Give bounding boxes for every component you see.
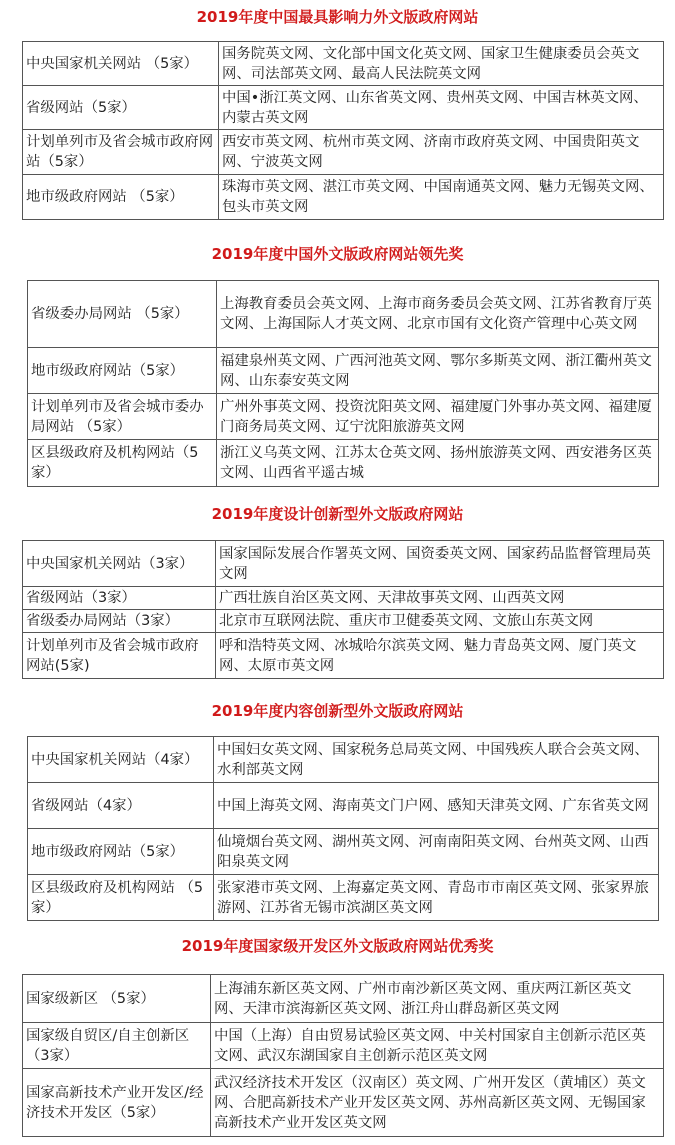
category-cell: 中央国家机关网站（4家） <box>28 737 214 783</box>
table-row <box>23 975 664 1023</box>
category-cell: 计划单列市及省会城市委办局网站 （5家） <box>28 394 217 440</box>
table-row <box>23 130 664 175</box>
table-row <box>28 829 659 875</box>
sites-cell: 国家国际发展合作署英文网、国资委英文网、国家药品监督管理局英文网 <box>216 541 664 587</box>
sites-cell: 福建泉州英文网、广西河池英文网、鄂尔多斯英文网、浙江衢州英文网、山东泰安英文网 <box>217 348 659 394</box>
table-row <box>23 587 664 610</box>
section-title-design-innovation: 2019年度设计创新型外文版政府网站 <box>211 505 464 523</box>
sites-cell: 广西壮族自治区英文网、天津故事英文网、山西英文网 <box>216 587 664 610</box>
category-cell: 地市级政府网站 （5家） <box>23 175 219 220</box>
category-cell: 省级网站（5家） <box>23 86 219 130</box>
table-row <box>23 175 664 220</box>
awards-table-design-innovation <box>22 540 664 679</box>
sites-cell: 上海浦东新区英文网、广州市南沙新区英文网、重庆两江新区英文网、天津市滨海新区英文网、浙江舟山群岛新区英文网 <box>211 975 664 1023</box>
category-cell: 省级网站（4家） <box>28 783 214 829</box>
table-row <box>28 783 659 829</box>
sites-cell: 中国•浙江英文网、山东省英文网、贵州英文网、中国吉林英文网、内蒙古英文网 <box>219 86 664 130</box>
table-row <box>28 348 659 394</box>
table-row <box>28 440 659 487</box>
category-cell: 国家高新技术产业开发区/经济技术开发区（5家） <box>23 1069 211 1137</box>
sites-cell: 珠海市英文网、湛江市英文网、中国南通英文网、魅力无锡英文网、包头市英文网 <box>219 175 664 220</box>
sites-cell: 呼和浩特英文网、冰城哈尔滨英文网、魅力青岛英文网、厦门英文网、太原市英文网 <box>216 633 664 679</box>
category-cell: 中央国家机关网站 （5家） <box>23 42 219 86</box>
section-title-leading-award: 2019年度中国外文版政府网站领先奖 <box>211 245 464 263</box>
category-cell: 省级委办局网站（3家） <box>23 610 216 633</box>
table-row <box>23 86 664 130</box>
table-row <box>23 42 664 86</box>
section-title-most-influential: 2019年度中国最具影响力外文版政府网站 <box>196 8 479 26</box>
sites-cell: 中国妇女英文网、国家税务总局英文网、中国残疾人联合会英文网、水利部英文网 <box>214 737 659 783</box>
table-row <box>28 875 659 921</box>
category-cell: 省级委办局网站 （5家） <box>28 281 217 348</box>
sites-cell: 仙境烟台英文网、湖州英文网、河南南阳英文网、台州英文网、山西阳泉英文网 <box>214 829 659 875</box>
section-title-content-innovation: 2019年度内容创新型外文版政府网站 <box>211 702 464 720</box>
table-row <box>28 394 659 440</box>
section-title-dev-zone-excellence: 2019年度国家级开发区外文版政府网站优秀奖 <box>181 937 494 955</box>
sites-cell: 北京市互联网法院、重庆市卫健委英文网、文旅山东英文网 <box>216 610 664 633</box>
category-cell: 国家级自贸区/自主创新区（3家） <box>23 1023 211 1069</box>
sites-cell: 中国（上海）自由贸易试验区英文网、中关村国家自主创新示范区英文网、武汉东湖国家自主创新示范区英文网 <box>211 1023 664 1069</box>
category-cell: 中央国家机关网站（3家） <box>23 541 216 587</box>
category-cell: 区县级政府及机构网站（5家） <box>28 440 217 487</box>
table-row <box>23 610 664 633</box>
sites-cell: 中国上海英文网、海南英文门户网、感知天津英文网、广东省英文网 <box>214 783 659 829</box>
table-row <box>23 541 664 587</box>
table-row <box>28 737 659 783</box>
category-cell: 地市级政府网站（5家） <box>28 829 214 875</box>
awards-table-leading-award <box>27 280 659 487</box>
awards-table-most-influential <box>22 41 664 220</box>
sites-cell: 武汉经济技术开发区（汉南区）英文网、广州开发区（黄埔区）英文网、合肥高新技术产业开发区英文网、苏州高新区英文网、无锡国家高新技术产业开发区英文网 <box>211 1069 664 1137</box>
table-row <box>23 1023 664 1069</box>
sites-cell: 上海教育委员会英文网、上海市商务委员会英文网、江苏省教育厅英文网、上海国际人才英文网、北京市国有文化资产管理中心英文网 <box>217 281 659 348</box>
category-cell: 计划单列市及省会城市政府网站（5家） <box>23 130 219 175</box>
category-cell: 省级网站（3家） <box>23 587 216 610</box>
sites-cell: 张家港市英文网、上海嘉定英文网、青岛市市南区英文网、张家界旅游网、江苏省无锡市滨湖区英文网 <box>214 875 659 921</box>
category-cell: 计划单列市及省会城市政府网站(5家) <box>23 633 216 679</box>
table-row <box>23 633 664 679</box>
awards-table-content-innovation <box>27 736 659 921</box>
awards-table-dev-zone-excellence <box>22 974 664 1137</box>
category-cell: 区县级政府及机构网站 （5家） <box>28 875 214 921</box>
category-cell: 国家级新区 （5家） <box>23 975 211 1023</box>
table-row <box>28 281 659 348</box>
sites-cell: 国务院英文网、文化部中国文化英文网、国家卫生健康委员会英文网、司法部英文网、最高人民法院英文网 <box>219 42 664 86</box>
sites-cell: 广州外事英文网、投资沈阳英文网、福建厦门外事办英文网、福建厦门商务局英文网、辽宁沈阳旅游英文网 <box>217 394 659 440</box>
sites-cell: 西安市英文网、杭州市英文网、济南市政府英文网、中国贵阳英文网、宁波英文网 <box>219 130 664 175</box>
sites-cell: 浙江义乌英文网、江苏太仓英文网、扬州旅游英文网、西安港务区英文网、山西省平遥古城 <box>217 440 659 487</box>
table-row <box>23 1069 664 1137</box>
category-cell: 地市级政府网站（5家） <box>28 348 217 394</box>
